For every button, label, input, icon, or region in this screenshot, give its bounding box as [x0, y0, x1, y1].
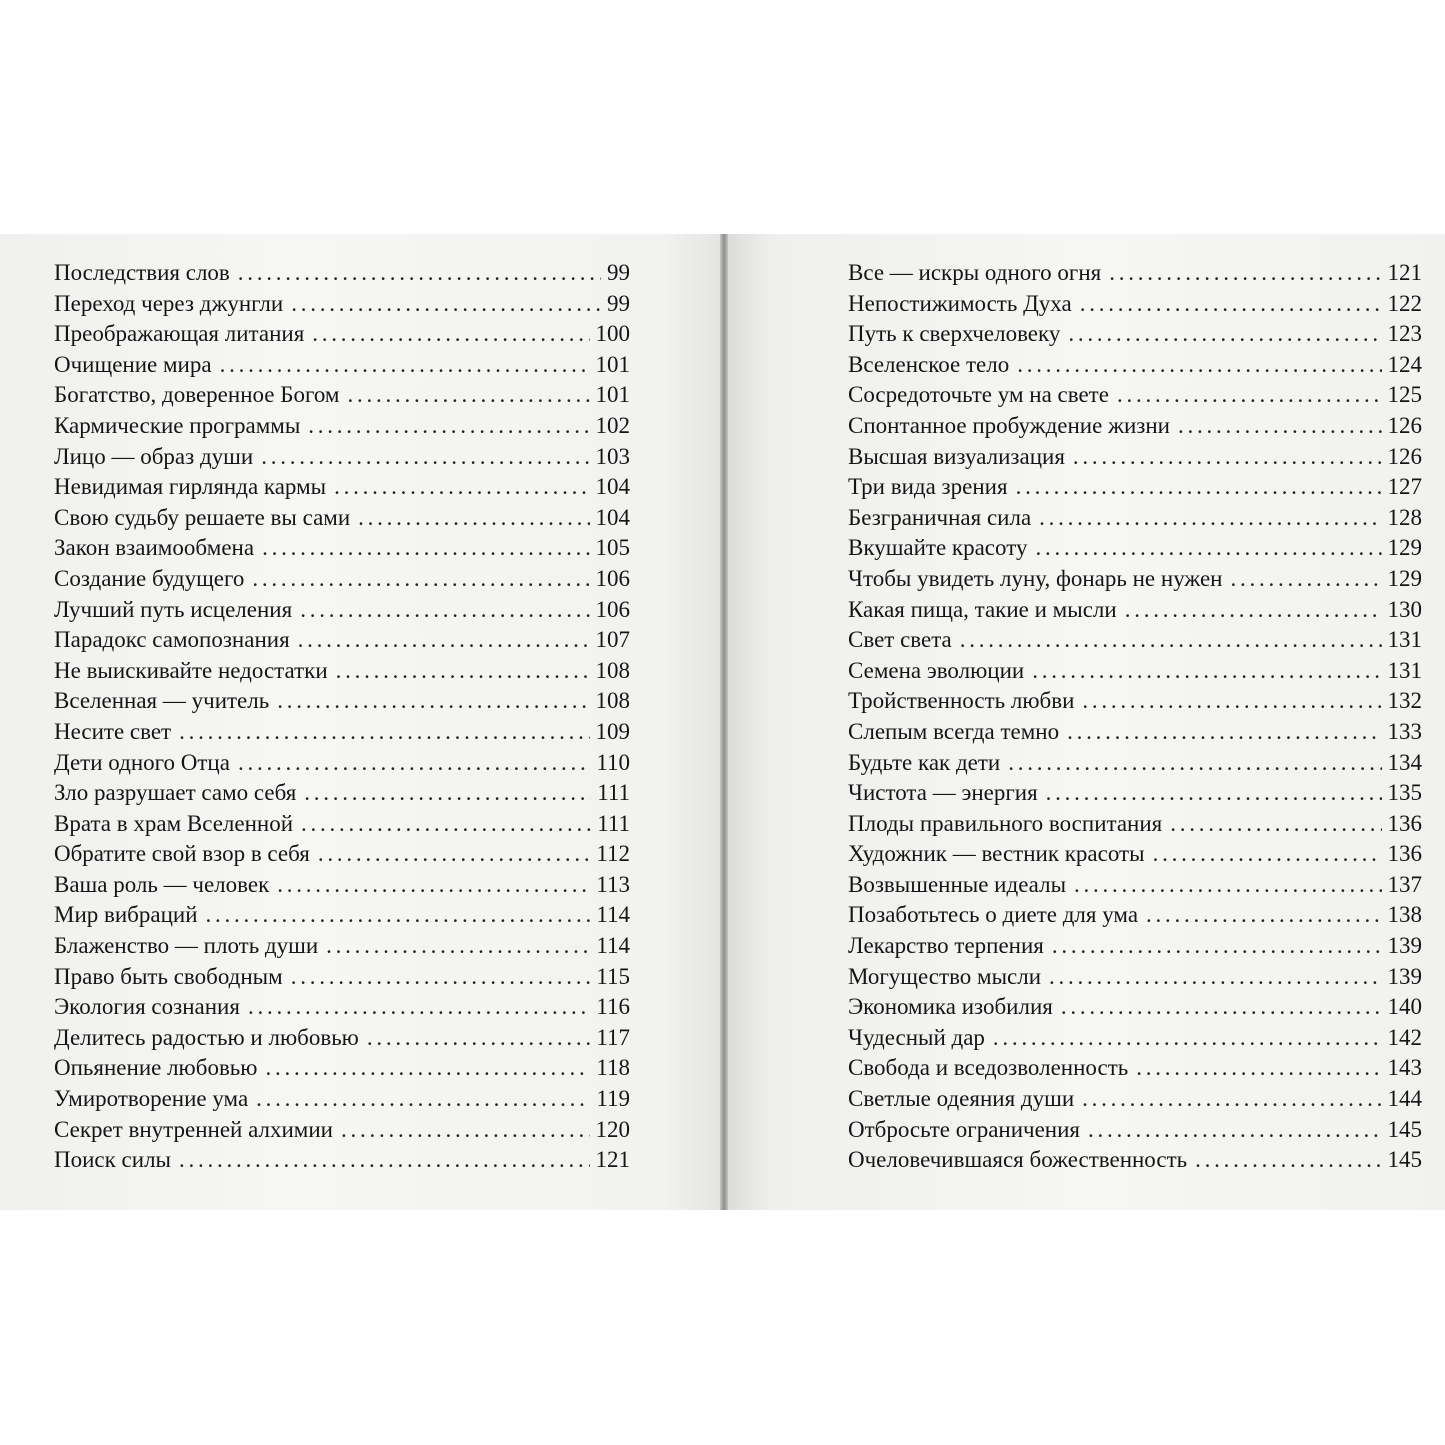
- toc-entry-leader-dots: [1146, 902, 1381, 928]
- toc-entry: [54, 1086, 630, 1117]
- toc-entry-title: Чтобы увидеть луну, фонарь не нужен: [848, 565, 1223, 591]
- toc-entry-title: Все — искры одного огня: [848, 260, 1102, 285]
- toc-entry-page-number: 110: [596, 749, 630, 775]
- toc-entry-title: Позаботьтесь о диете для ума: [848, 902, 1139, 928]
- toc-entry-leader-dots: [993, 1025, 1382, 1051]
- toc-entry-title: Вселенское тело: [848, 351, 1010, 377]
- toc-entry-leader-dots: [1039, 505, 1381, 531]
- toc-entry-title: Закон взаимообмена: [54, 535, 255, 561]
- toc-entry: [54, 413, 630, 444]
- toc-entry-leader-dots: [179, 719, 589, 745]
- toc-entry-leader-dots: [1074, 872, 1381, 898]
- toc-entry-title: Поиск силы: [54, 1147, 171, 1173]
- toc-entry-leader-dots: [1073, 444, 1382, 470]
- toc-entry-page-number: 123: [1387, 321, 1422, 347]
- toc-entry-leader-dots: [960, 627, 1382, 653]
- toc-entry-leader-dots: [1068, 321, 1381, 347]
- toc-entry-page-number: 133: [1387, 718, 1422, 744]
- toc-entry: [848, 1117, 1422, 1148]
- toc-entry-leader-dots: [238, 260, 601, 286]
- toc-entry: [848, 1055, 1422, 1086]
- toc-entry-page-number: 126: [1387, 412, 1422, 438]
- toc-entry-title: Создание будущего: [54, 565, 245, 591]
- toc-entry-title: Преображающая литания: [54, 321, 305, 347]
- toc-entry-title: Парадокс самопознания: [54, 627, 290, 653]
- toc-entry-leader-dots: [1117, 382, 1382, 408]
- toc-entry-title: Врата в храм Вселенной: [54, 810, 294, 836]
- toc-entry: [848, 841, 1422, 872]
- toc-entry-page-number: 138: [1387, 902, 1422, 928]
- toc-entry: [54, 566, 630, 597]
- toc-entry-leader-dots: [308, 413, 589, 439]
- toc-entry: [848, 872, 1422, 903]
- toc-entry-leader-dots: [238, 750, 590, 776]
- toc-entry-title: Вселенная — учитель: [54, 688, 270, 714]
- toc-entry-title: Ваша роль — человек: [54, 871, 270, 897]
- toc-entry: [54, 872, 630, 903]
- toc-entry-page-number: 104: [595, 474, 630, 500]
- toc-entry-title: Умиротворение ума: [54, 1086, 249, 1112]
- toc-entry: [54, 1025, 630, 1056]
- toc-entry-title: Свет света: [848, 627, 952, 653]
- toc-entry-title: Плоды правильного воспитания: [848, 810, 1163, 836]
- right-page-toc: [848, 260, 1422, 1178]
- toc-entry: [54, 535, 630, 566]
- toc-entry: [848, 719, 1422, 750]
- toc-entry: [848, 505, 1422, 536]
- toc-entry-leader-dots: [1061, 994, 1382, 1020]
- toc-entry-title: Невидимая гирлянда кармы: [54, 474, 327, 500]
- toc-entry-page-number: 106: [595, 565, 630, 591]
- toc-entry-page-number: 115: [596, 963, 630, 989]
- toc-entry-title: Опьянение любовью: [54, 1055, 258, 1081]
- toc-entry-page-number: 108: [595, 688, 630, 714]
- toc-entry-page-number: 114: [596, 902, 630, 928]
- toc-entry-page-number: 128: [1387, 504, 1422, 530]
- toc-entry-page-number: 113: [596, 871, 630, 897]
- toc-entry-page-number: 145: [1387, 1147, 1422, 1173]
- toc-entry: [848, 382, 1422, 413]
- toc-entry-leader-dots: [220, 352, 590, 378]
- toc-entry-leader-dots: [1049, 964, 1381, 990]
- toc-entry-title: Свобода и вседозволенность: [848, 1055, 1129, 1081]
- toc-entry-leader-dots: [1231, 566, 1382, 592]
- book-spread: [0, 234, 1445, 1210]
- toc-entry-leader-dots: [1067, 719, 1381, 745]
- toc-entry: [54, 321, 630, 352]
- toc-entry-title: Безграничная сила: [848, 504, 1032, 530]
- toc-entry-page-number: 142: [1387, 1024, 1422, 1050]
- toc-entry-page-number: 124: [1387, 351, 1422, 377]
- toc-entry: [848, 291, 1422, 322]
- toc-entry-title: Непостижимость Духа: [848, 290, 1072, 316]
- toc-entry-page-number: 104: [595, 504, 630, 530]
- toc-entry: [848, 260, 1422, 291]
- toc-entry-title: Отбросьте ограничения: [848, 1116, 1080, 1142]
- toc-entry-page-number: 130: [1387, 596, 1422, 622]
- toc-entry-leader-dots: [1080, 291, 1382, 317]
- toc-entry: [848, 933, 1422, 964]
- toc-entry: [848, 321, 1422, 352]
- toc-entry-page-number: 121: [595, 1147, 630, 1173]
- toc-entry-page-number: 114: [596, 933, 630, 959]
- toc-entry: [54, 1117, 630, 1148]
- toc-entry-page-number: 134: [1387, 749, 1422, 775]
- toc-entry-leader-dots: [367, 1025, 590, 1051]
- toc-entry-title: Делитесь радостью и любовью: [54, 1024, 359, 1050]
- toc-entry-title: Чудесный дар: [848, 1024, 985, 1050]
- toc-entry: [848, 566, 1422, 597]
- toc-entry-leader-dots: [252, 566, 589, 592]
- toc-entry-page-number: 122: [1387, 290, 1422, 316]
- toc-entry: [848, 1147, 1422, 1178]
- toc-entry-page-number: 129: [1387, 565, 1422, 591]
- toc-entry-leader-dots: [1088, 1117, 1382, 1143]
- toc-entry-title: Переход через джунгли: [54, 290, 284, 316]
- toc-entry-page-number: 101: [595, 351, 630, 377]
- toc-entry-page-number: 105: [595, 535, 630, 561]
- toc-entry-page-number: 118: [596, 1055, 630, 1081]
- toc-entry-leader-dots: [334, 474, 589, 500]
- toc-entry: [848, 535, 1422, 566]
- toc-entry-title: Могущество мысли: [848, 963, 1042, 989]
- toc-entry: [54, 780, 630, 811]
- toc-entry-page-number: 144: [1387, 1086, 1422, 1112]
- toc-entry: [848, 750, 1422, 781]
- toc-entry-page-number: 135: [1387, 780, 1422, 806]
- toc-entry: [848, 811, 1422, 842]
- toc-entry-leader-dots: [336, 658, 590, 684]
- toc-entry-leader-dots: [341, 1117, 590, 1143]
- toc-entry: [848, 964, 1422, 995]
- toc-entry-leader-dots: [1052, 933, 1382, 959]
- toc-entry-title: Сосредоточьте ум на свете: [848, 382, 1109, 408]
- toc-entry: [54, 291, 630, 322]
- toc-entry-leader-dots: [1109, 260, 1381, 286]
- toc-entry-page-number: 145: [1387, 1116, 1422, 1142]
- toc-entry-page-number: 137: [1387, 871, 1422, 897]
- toc-entry-title: Высшая визуализация: [848, 443, 1065, 469]
- toc-entry-page-number: 111: [597, 810, 630, 836]
- toc-entry-leader-dots: [248, 994, 590, 1020]
- toc-entry-page-number: 103: [595, 443, 630, 469]
- toc-entry-leader-dots: [1178, 413, 1382, 439]
- toc-entry-page-number: 100: [595, 321, 630, 347]
- toc-entry-title: Какая пища, такие и мысли: [848, 596, 1117, 622]
- toc-entry-page-number: 116: [596, 994, 630, 1020]
- toc-entry: [54, 597, 630, 628]
- toc-entry-leader-dots: [1017, 352, 1381, 378]
- toc-entry-leader-dots: [301, 811, 591, 837]
- toc-entry-leader-dots: [1125, 597, 1382, 623]
- toc-entry-title: Очеловечившаяся божественность: [848, 1147, 1188, 1173]
- toc-entry: [54, 750, 630, 781]
- right-page: [728, 234, 1445, 1210]
- toc-entry-page-number: 112: [596, 841, 630, 867]
- toc-entry-page-number: 140: [1387, 994, 1422, 1020]
- toc-entry-page-number: 108: [595, 657, 630, 683]
- toc-entry-page-number: 102: [595, 412, 630, 438]
- toc-entry-title: Дети одного Отца: [54, 749, 230, 775]
- toc-entry: [848, 352, 1422, 383]
- toc-entry-leader-dots: [256, 1086, 590, 1112]
- toc-entry-leader-dots: [1032, 658, 1381, 684]
- toc-entry: [848, 1086, 1422, 1117]
- toc-entry-leader-dots: [1082, 688, 1381, 714]
- toc-entry: [54, 352, 630, 383]
- toc-entry: [54, 505, 630, 536]
- toc-entry: [54, 933, 630, 964]
- toc-entry-leader-dots: [298, 627, 590, 653]
- toc-entry-title: Последствия слов: [54, 260, 230, 285]
- toc-entry-page-number: 101: [595, 382, 630, 408]
- toc-entry-leader-dots: [291, 291, 601, 317]
- toc-entry-page-number: 131: [1387, 627, 1422, 653]
- toc-entry-page-number: 99: [607, 260, 630, 285]
- toc-entry-title: Секрет внутренней алхимии: [54, 1116, 333, 1142]
- toc-entry: [54, 444, 630, 475]
- toc-entry: [54, 902, 630, 933]
- toc-entry-title: Путь к сверхчеловеку: [848, 321, 1061, 347]
- toc-entry-page-number: 119: [596, 1086, 630, 1112]
- toc-entry: [54, 841, 630, 872]
- toc-entry-title: Возвышенные идеалы: [848, 871, 1067, 897]
- toc-entry-title: Очищение мира: [54, 351, 212, 377]
- toc-entry: [848, 597, 1422, 628]
- left-page: [0, 234, 720, 1210]
- toc-entry-title: Свою судьбу решаете вы сами: [54, 504, 351, 530]
- toc-entry: [848, 413, 1422, 444]
- toc-entry: [848, 474, 1422, 505]
- toc-entry: [54, 260, 630, 291]
- toc-entry-page-number: 121: [1387, 260, 1422, 285]
- toc-entry-title: Лицо — образ души: [54, 443, 254, 469]
- toc-entry-page-number: 109: [595, 718, 630, 744]
- toc-entry: [54, 1055, 630, 1086]
- toc-entry-title: Блаженство — плоть души: [54, 933, 319, 959]
- toc-entry-page-number: 139: [1387, 933, 1422, 959]
- toc-entry-page-number: 127: [1387, 474, 1422, 500]
- toc-entry-leader-dots: [206, 902, 591, 928]
- toc-entry-title: Слепым всегда темно: [848, 718, 1060, 744]
- toc-entry-leader-dots: [1035, 535, 1381, 561]
- toc-entry-page-number: 111: [597, 780, 630, 806]
- toc-entry-page-number: 117: [596, 1024, 630, 1050]
- toc-entry-page-number: 129: [1387, 535, 1422, 561]
- toc-entry-leader-dots: [318, 841, 591, 867]
- toc-entry: [54, 964, 630, 995]
- toc-entry-page-number: 136: [1387, 841, 1422, 867]
- toc-entry-title: Богатство, доверенное Богом: [54, 382, 340, 408]
- toc-entry-leader-dots: [347, 382, 589, 408]
- toc-entry-leader-dots: [291, 964, 591, 990]
- toc-entry-leader-dots: [265, 1055, 590, 1081]
- toc-entry-title: Тройственность любви: [848, 688, 1075, 714]
- toc-entry-page-number: 126: [1387, 443, 1422, 469]
- toc-entry-page-number: 132: [1387, 688, 1422, 714]
- toc-entry-title: Светлые одеяния души: [848, 1086, 1075, 1112]
- toc-entry: [848, 780, 1422, 811]
- toc-entry-leader-dots: [1008, 750, 1381, 776]
- toc-entry-leader-dots: [261, 444, 589, 470]
- toc-entry: [848, 658, 1422, 689]
- toc-entry-title: Лекарство терпения: [848, 933, 1044, 959]
- toc-entry-page-number: 107: [595, 627, 630, 653]
- toc-entry-leader-dots: [1136, 1055, 1381, 1081]
- toc-entry: [848, 902, 1422, 933]
- toc-entry-page-number: 120: [595, 1116, 630, 1142]
- toc-entry: [848, 688, 1422, 719]
- toc-entry-page-number: 125: [1387, 382, 1422, 408]
- toc-entry-title: Экономика изобилия: [848, 994, 1053, 1020]
- toc-entry-title: Обратите свой взор в себя: [54, 841, 310, 867]
- toc-entry-title: Три вида зрения: [848, 474, 1008, 500]
- toc-entry-title: Вкушайте красоту: [848, 535, 1028, 561]
- toc-entry-title: Право быть свободным: [54, 963, 283, 989]
- toc-entry-leader-dots: [358, 505, 589, 531]
- book-gutter: [720, 234, 728, 1210]
- toc-entry-leader-dots: [277, 688, 589, 714]
- toc-entry-title: Не выискивайте недостатки: [54, 657, 328, 683]
- toc-entry-leader-dots: [1170, 811, 1381, 837]
- toc-entry: [54, 811, 630, 842]
- toc-entry-leader-dots: [300, 597, 589, 623]
- toc-entry: [54, 658, 630, 689]
- left-page-toc: [54, 260, 630, 1178]
- toc-entry-leader-dots: [179, 1147, 590, 1173]
- toc-entry-page-number: 143: [1387, 1055, 1422, 1081]
- toc-entry-leader-dots: [262, 535, 589, 561]
- toc-entry-leader-dots: [1153, 841, 1382, 867]
- toc-entry: [848, 994, 1422, 1025]
- toc-entry-title: Чистота — энергия: [848, 780, 1038, 806]
- toc-entry-title: Художник — вестник красоты: [848, 841, 1145, 867]
- toc-entry-page-number: 99: [607, 290, 630, 316]
- toc-entry: [54, 627, 630, 658]
- toc-entry-title: Будьте как дети: [848, 749, 1001, 775]
- toc-entry: [54, 382, 630, 413]
- toc-entry: [54, 474, 630, 505]
- toc-entry-leader-dots: [1046, 780, 1382, 806]
- toc-entry: [54, 1147, 630, 1178]
- toc-entry: [848, 627, 1422, 658]
- toc-entry-title: Зло разрушает само себя: [54, 780, 297, 806]
- toc-entry-title: Лучший путь исцеления: [54, 596, 293, 622]
- toc-entry: [848, 444, 1422, 475]
- toc-entry-title: Спонтанное пробуждение жизни: [848, 412, 1170, 438]
- toc-entry-page-number: 139: [1387, 963, 1422, 989]
- toc-entry-page-number: 131: [1387, 657, 1422, 683]
- toc-entry-title: Кармические программы: [54, 412, 301, 438]
- toc-entry-leader-dots: [326, 933, 590, 959]
- toc-entry-leader-dots: [1195, 1147, 1381, 1173]
- toc-entry-leader-dots: [304, 780, 591, 806]
- toc-entry-leader-dots: [1016, 474, 1382, 500]
- toc-entry-title: Несите свет: [54, 718, 172, 744]
- toc-entry-page-number: 106: [595, 596, 630, 622]
- toc-entry-title: Мир вибраций: [54, 902, 198, 928]
- toc-entry: [54, 688, 630, 719]
- toc-entry: [848, 1025, 1422, 1056]
- toc-entry-leader-dots: [277, 872, 590, 898]
- toc-entry-leader-dots: [312, 321, 589, 347]
- toc-entry: [54, 994, 630, 1025]
- toc-entry-title: Семена эволюции: [848, 657, 1025, 683]
- toc-entry-page-number: 136: [1387, 810, 1422, 836]
- toc-entry: [54, 719, 630, 750]
- toc-entry-title: Экология сознания: [54, 994, 240, 1020]
- toc-entry-leader-dots: [1082, 1086, 1381, 1112]
